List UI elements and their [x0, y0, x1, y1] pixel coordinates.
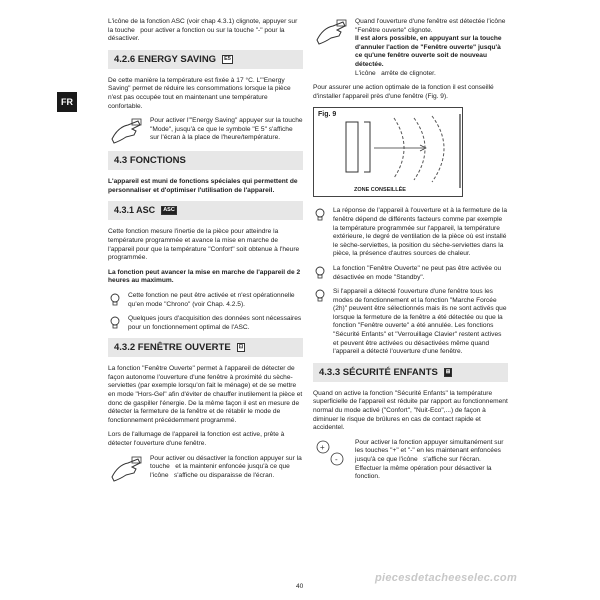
instruction-line: Quand l'ouverture d'une fenêtre est détectée l'icône "Fenêtre ouverte" clignote.	[355, 18, 506, 34]
section-title: 4.3 FONCTIONS	[114, 155, 186, 167]
svg-text:+: +	[320, 442, 325, 452]
note	[313, 265, 508, 282]
zone-label: ZONE CONSEILLÉE	[354, 187, 406, 194]
paragraph: Pour assurer une action optimale de la fonction il est conseillé d'installer l'appareil près d'une fenêtre (Fig. 9).	[313, 84, 494, 100]
left-column	[108, 18, 303, 489]
lightbulb-icon	[108, 292, 122, 306]
note	[313, 288, 508, 357]
section-fonctions	[108, 151, 303, 170]
paragraph: Cette fonction mesure l'inertie de la pièce pour atteindre la température programmée et avance la mise en marche de l'appareil pour que la température "Confort" soit obtenue à l'heure programmée.	[108, 228, 300, 262]
section-fenetre-ouverte	[108, 338, 303, 357]
instruction-line: Pour activer la fonction appuyer simultanément sur les touches "+" et "-" en les maintenant enfoncées jusqu'à ce que l'icône s'affiche sur l'écran.	[355, 438, 504, 463]
hand-instruction	[313, 18, 508, 78]
paragraph: Lors de l'allumage de l'appareil la fonction est active, prête à détecter l'ouverture d'une fenêtre.	[108, 431, 285, 448]
paragraph: La fonction peut avancer la mise en marche de l'appareil de 2 heures au maximum.	[108, 268, 301, 285]
child-lock-icon: ⊞	[445, 368, 451, 375]
hand-instruction	[313, 439, 508, 482]
section-title: 4.3.1 ASC	[114, 205, 156, 216]
instruction-text	[355, 18, 508, 78]
note-text: La fonction "Fenêtre Ouverte" ne peut pas être activée ou désactivée en mode "Standby".	[333, 264, 502, 281]
asc-icon: ASC	[163, 207, 175, 214]
instruction-text	[355, 439, 508, 482]
watermark: piecesdetacheeselec.com	[375, 572, 518, 584]
asc-intro-text: L'icône de la fonction ASC (voir chap 4.3.1) clignote, appuyer sur la touche pour activer a fonction ou sur la touche "-" pour la désactiver.	[108, 18, 298, 43]
lightbulb-icon	[313, 265, 327, 279]
instruction-line: Effectuer la même opération pour désactiver la fonction.	[355, 464, 492, 481]
section-securite-enfants	[313, 363, 508, 382]
instruction-line: L'icône arrête de clignoter.	[355, 69, 436, 77]
paragraph: La fonction "Fenêtre Ouverte" permet à l'appareil de détecter de façon autonome l'ouverture d'une fenêtre à proximité du sèche-serviettes (par exemple lorsqu'on fait le ménage) et de se mettre en mode "Hors-Gel" afin d'éviter de chauffer inutilement la pièce et donc de gaspiller l'énergie. De la même façon il est en mesure de détecter la fermeture de la fenêtre et de rétablir le mode de fonctionnement précédemment programmé.	[108, 365, 303, 424]
section-title: 4.3.3 SÉCURITÉ ENFANTS	[319, 366, 438, 378]
section-title: 4.3.2 FENÊTRE OUVERTE	[114, 342, 231, 354]
instruction-text: Pour activer ou désactiver la fonction appuyer sur la touche et la maintenir enfoncée jusqu'à ce que l'icône s'affiche ou disparaisse de l'écran.	[150, 454, 302, 479]
figure-9	[313, 107, 463, 197]
lightbulb-icon	[313, 288, 327, 302]
right-column	[313, 18, 508, 488]
two-hands-press-icon	[313, 439, 349, 467]
svg-text:-: -	[335, 454, 338, 464]
room-diagram	[314, 108, 464, 198]
window-open-icon: ⊡	[238, 344, 244, 351]
note-text: Cette fonction ne peut être activée et n'est opérationnelle qu'en mode "Chrono" (voir Chap. 4.2.5).	[128, 291, 295, 308]
hand-press-icon	[313, 18, 349, 46]
paragraph: De cette manière la température est fixée à 17 °C. L'"Energy Saving" permet de réduire les consommations lorsque la pièce n'est pas occupée tout en maintenant une température confortable.	[108, 76, 291, 110]
hand-instruction	[108, 117, 303, 145]
instruction-text: Pour activer l'"Energy Saving" appuyer sur la touche "Mode", jusqu'à ce que le symbole "E 5" s'affiche sur l'écran à la place de l'heure/température.	[150, 117, 303, 142]
note-text: Si l'appareil a détecté l'ouverture d'une fenêtre tous les modes de fonctionnement et la fonction "Marche Forcée (2h)" peuvent être sélectionnés mais ils ne sont activés que lorsque la fermeture de la fenêtre a été détectée ou que la fonction "Fenêtre ouverte" a été annulée. Les fonctions "Sécurité Enfants" et "Verrouillage Clavier" restent actives et peuvent être activées ou désactivées même quand l'appareil a détecté l'ouverture d'une fenêtre.	[333, 288, 507, 356]
note-text: Quelques jours d'acquisition des données sont nécessaires pour un fonctionnement optimal de l'ASC.	[128, 315, 302, 331]
paragraph: Quand on active la fonction "Sécurité Enfants" la température superficielle de l'appareil est réduite par rapport au fonctionnement normal du mode activé ("Confort", "Nuit-Eco",...) de façon à diminuer le risque de brûlures en cas de contact rapide et accidentel.	[313, 389, 508, 432]
note-text: La réponse de l'appareil à l'ouverture et à la fermeture de la fenêtre dépend de différents facteurs comme par exemple la température programmée sur l'appareil, la température extérieure, le degré de ventilation de la pièce où est installé le sèche-serviettes, la position du sèche-serviettes dans la pièce, la présence d'autres sources de chaleur.	[333, 207, 508, 258]
hand-press-icon	[108, 117, 144, 145]
hand-instruction	[108, 455, 303, 483]
hand-press-icon	[108, 455, 144, 483]
page-number: 40	[296, 583, 304, 590]
language-tab: FR	[57, 92, 77, 112]
paragraph: L'appareil est muni de fonctions spéciales qui permettent de personnaliser et d'optimiser l'utilisation de l'appareil.	[108, 178, 298, 194]
note	[108, 292, 303, 309]
instruction-line: Il est alors possible, en appuyant sur la touche d'annuler l'action de "Fenêtre ouverte" jusqu'à ce qu'une fenêtre ouverte soit de nouveau détectée.	[355, 35, 506, 68]
lightbulb-icon	[108, 315, 122, 329]
section-asc	[108, 201, 303, 220]
energy-saving-icon: E5	[224, 55, 231, 62]
note	[108, 315, 303, 332]
note	[313, 207, 508, 259]
section-energy-saving	[108, 50, 303, 69]
figure-label: Fig. 9	[318, 111, 337, 119]
section-title: 4.2.6 ENERGY SAVING	[114, 53, 217, 65]
lightbulb-icon	[313, 207, 327, 221]
